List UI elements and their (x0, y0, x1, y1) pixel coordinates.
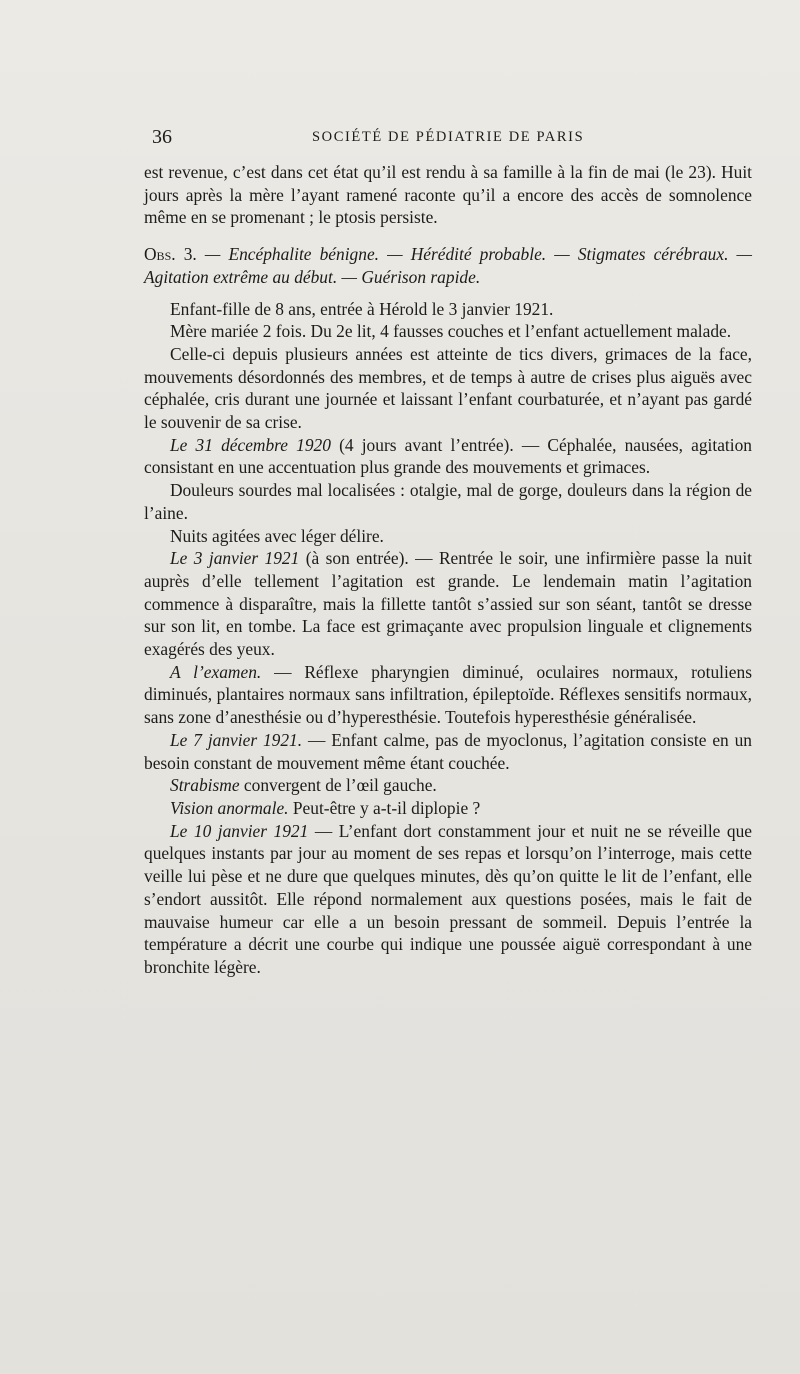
paragraph-jan-3 (144, 547, 752, 661)
term-lead: Vision anormale. (170, 797, 289, 818)
section-lead: A l’examen. (170, 661, 262, 682)
paragraph-dec-31 (144, 434, 752, 479)
running-head (152, 126, 752, 150)
paragraph-text: — Enfant calme, pas de myoclonus, l’agitation consiste en un besoin constant de mouvement même étant couchée. (144, 729, 752, 773)
paragraph-text: convergent de l’œil gauche. (239, 775, 437, 796)
paragraph-text: (4 jours avant l’entrée). — Céphalée, nausées, agitation consistant en une accentuation plus grande des mouvements et grimaces. (144, 434, 752, 478)
date-lead: Le 3 janvier 1921 (170, 548, 300, 569)
running-title: SOCIÉTÉ DE PÉDIATRIE DE PARIS (312, 129, 585, 145)
observation-title: — Encéphalite bénigne. — Hérédité probable. — Stigmates cérébraux. — Agitation extrême au début. — Guérison rapide. (144, 244, 752, 287)
paragraph-nights: Nuits agitées avec léger délire. (170, 525, 384, 546)
paragraph-text: (à son entrée). — Rentrée le soir, une infirmière passe la nuit auprès d’elle tellement l’agitation est grande. Le lendemain matin l’agitation commence à disparaître, mais la fillette tantôt s’assied sur son séant, tantôt se dresse sur son lit, en tombe. La face est grimaçante avec propulsion linguale et clignements exagérés des yeux. (144, 548, 752, 660)
paragraph-text: Peut-être y a-t-il diplopie ? (288, 797, 481, 818)
paragraph-jan-7 (144, 729, 752, 774)
paragraph-strabismus (144, 774, 752, 797)
term-lead: Strabisme (170, 775, 240, 796)
paragraph-exam (144, 661, 752, 729)
date-lead: Le 10 janvier 1921 (170, 820, 309, 841)
paragraph-continuation: est revenue, c’est dans cet état qu’il est rendu à sa famille à la fin de mai (le 23). Huit jours après la mère l’ayant ramené raconte qu’il a encore des accès de somnolence même en se promenant ; le ptosis persiste. (144, 162, 752, 228)
paragraph-family-history: Mère mariée 2 fois. Du 2e lit, 4 fausses couches et l’enfant actuellement malade. (170, 321, 732, 342)
paragraph-pain: Douleurs sourdes mal localisées : otalgie, mal de gorge, douleurs dans la région de l’aine. (144, 480, 752, 523)
paragraph-history: Celle-ci depuis plusieurs années est atteinte de tics divers, grimaces de la face, mouvements désordonnés des membres, et de temps à autre de crises plus aiguës avec céphalée, cris durant une journée et laissant l’enfant courbaturée, et n’ayant pas gardé le souvenir de sa crise. (144, 343, 752, 433)
paragraph-jan-10 (144, 820, 752, 979)
paragraph-vision (144, 797, 752, 820)
page-number: 36 (152, 126, 172, 148)
paragraph-patient-intro: Enfant-fille de 8 ans, entrée à Hérold le 3 janvier 1921. (170, 298, 554, 319)
observation-heading (144, 243, 752, 288)
paragraph-text: — L’enfant dort constamment jour et nuit ne se réveille que quelques instants par jour au moment de ses repas et lorsqu’on l’interroge, mais cette veille lui pèse et ne dure que quelques minutes, dès qu’on quitte le lit de l’enfant, elle s’endort aussitôt. Elle répond normalement aux questions posées, mais le fait de mauvaise humeur car elle a un besoin pressant de sommeil. Depuis l’entrée la température a décrit une courbe qui indique une poussée aiguë correspondant à une bronchite légère. (144, 820, 752, 977)
date-lead: Le 7 janvier 1921. (170, 729, 303, 750)
date-lead: Le 31 décembre 1920 (170, 434, 331, 455)
body-text (144, 161, 752, 979)
paragraph-text: — Réflexe pharyngien diminué, oculaires normaux, rotuliens diminués, plantaires normaux sans infiltration, épileptoïde. Réflexes sensitifs normaux, sans zone d’anesthésie ou d’hyperesthésie. Toutefois hyperesthésie généralisée. (144, 661, 752, 728)
observation-label: Obs. 3. (144, 244, 197, 265)
